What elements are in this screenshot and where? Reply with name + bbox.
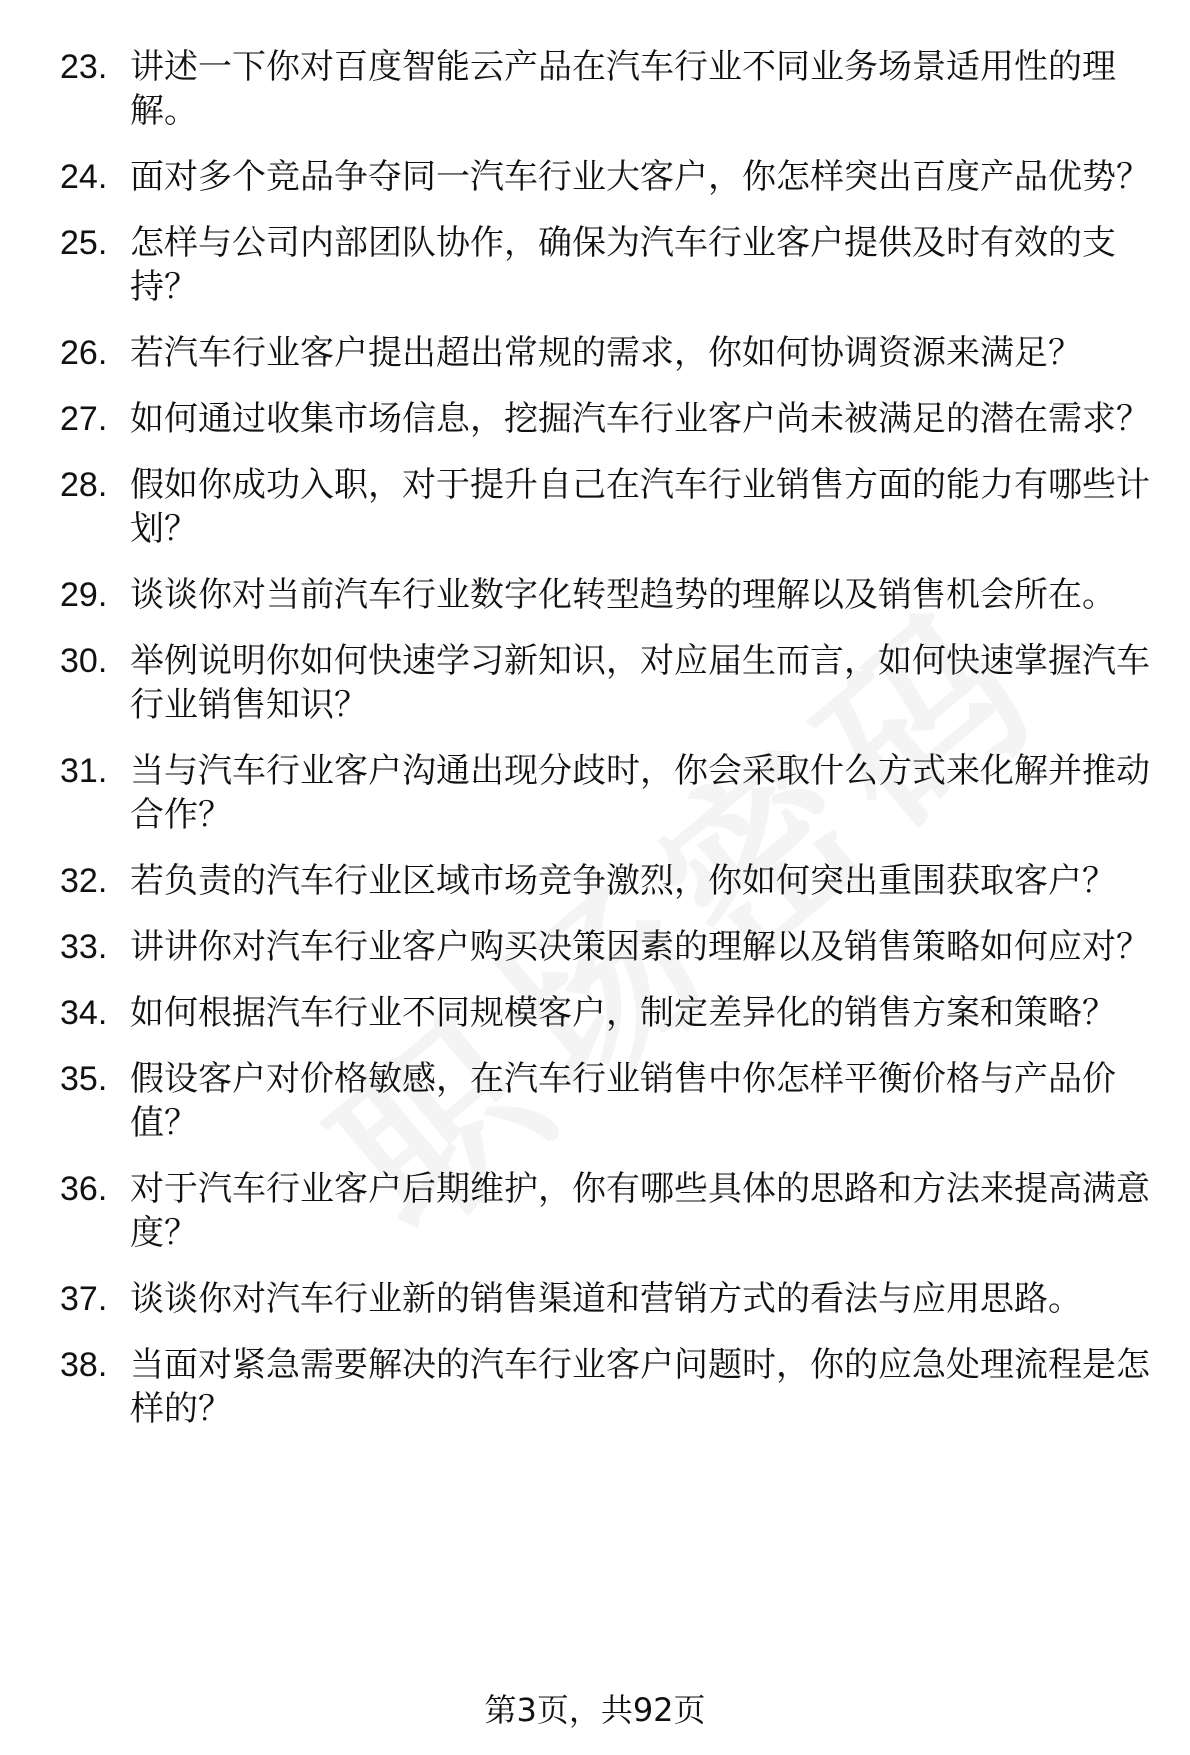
question-number: 38. (60, 1346, 108, 1384)
question-item (0, 1057, 1190, 1145)
question-text: 谈谈你对当前汽车行业数字化转型趋势的理解以及销售机会所在。 (130, 575, 1116, 615)
question-item (0, 221, 1190, 309)
question-number: 27. (60, 400, 108, 438)
question-item (0, 1277, 1190, 1321)
question-text: 当与汽车行业客户沟通出现分歧时，你会采取什么方式来化解并推动合作？ (130, 751, 1150, 835)
question-item (0, 925, 1190, 969)
question-text: 如何根据汽车行业不同规模客户，制定差异化的销售方案和策略？ (130, 993, 1116, 1033)
question-number: 37. (60, 1280, 108, 1318)
page-footer: 第3页，共92页 (484, 1691, 706, 1729)
question-item (0, 639, 1190, 727)
question-item (0, 155, 1190, 199)
question-item (0, 573, 1190, 617)
question-text: 对于汽车行业客户后期维护，你有哪些具体的思路和方法来提高满意度？ (130, 1169, 1150, 1253)
question-number: 31. (60, 752, 108, 790)
question-text: 谈谈你对汽车行业新的销售渠道和营销方式的看法与应用思路。 (130, 1279, 1082, 1319)
question-item (0, 1343, 1190, 1431)
question-item (0, 1167, 1190, 1255)
question-text: 假设客户对价格敏感，在汽车行业销售中你怎样平衡价格与产品价值？ (130, 1059, 1116, 1143)
question-number: 29. (60, 576, 108, 614)
question-item (0, 991, 1190, 1035)
question-item (0, 397, 1190, 441)
question-text: 如何通过收集市场信息，挖掘汽车行业客户尚未被满足的潜在需求？ (130, 399, 1150, 439)
question-item (0, 749, 1190, 837)
question-item (0, 859, 1190, 903)
question-item (0, 331, 1190, 375)
question-number: 34. (60, 994, 108, 1032)
question-text: 若汽车行业客户提出超出常规的需求，你如何协调资源来满足？ (130, 333, 1082, 373)
question-text: 若负责的汽车行业区域市场竞争激烈，你如何突出重围获取客户？ (130, 861, 1116, 901)
question-text: 怎样与公司内部团队协作，确保为汽车行业客户提供及时有效的支持？ (130, 223, 1116, 307)
question-text: 面对多个竞品争夺同一汽车行业大客户，你怎样突出百度产品优势？ (130, 157, 1150, 197)
question-number: 28. (60, 466, 108, 504)
question-text: 举例说明你如何快速学习新知识，对应届生而言，如何快速掌握汽车行业销售知识？ (130, 641, 1150, 725)
question-number: 25. (60, 224, 108, 262)
question-text: 讲述一下你对百度智能云产品在汽车行业不同业务场景适用性的理解。 (130, 47, 1116, 131)
question-number: 36. (60, 1170, 108, 1208)
question-number: 24. (60, 158, 108, 196)
question-number: 33. (60, 928, 108, 966)
question-item (0, 463, 1190, 551)
question-number: 35. (60, 1060, 108, 1098)
question-number: 32. (60, 862, 108, 900)
question-number: 26. (60, 334, 108, 372)
question-list (0, 45, 1190, 1453)
question-text: 当面对紧急需要解决的汽车行业客户问题时，你的应急处理流程是怎样的？ (130, 1345, 1150, 1429)
question-text: 假如你成功入职，对于提升自己在汽车行业销售方面的能力有哪些计划？ (130, 465, 1150, 549)
question-number: 23. (60, 48, 108, 86)
question-number: 30. (60, 642, 108, 680)
question-text: 讲讲你对汽车行业客户购买决策因素的理解以及销售策略如何应对？ (130, 927, 1150, 967)
question-item (0, 45, 1190, 133)
